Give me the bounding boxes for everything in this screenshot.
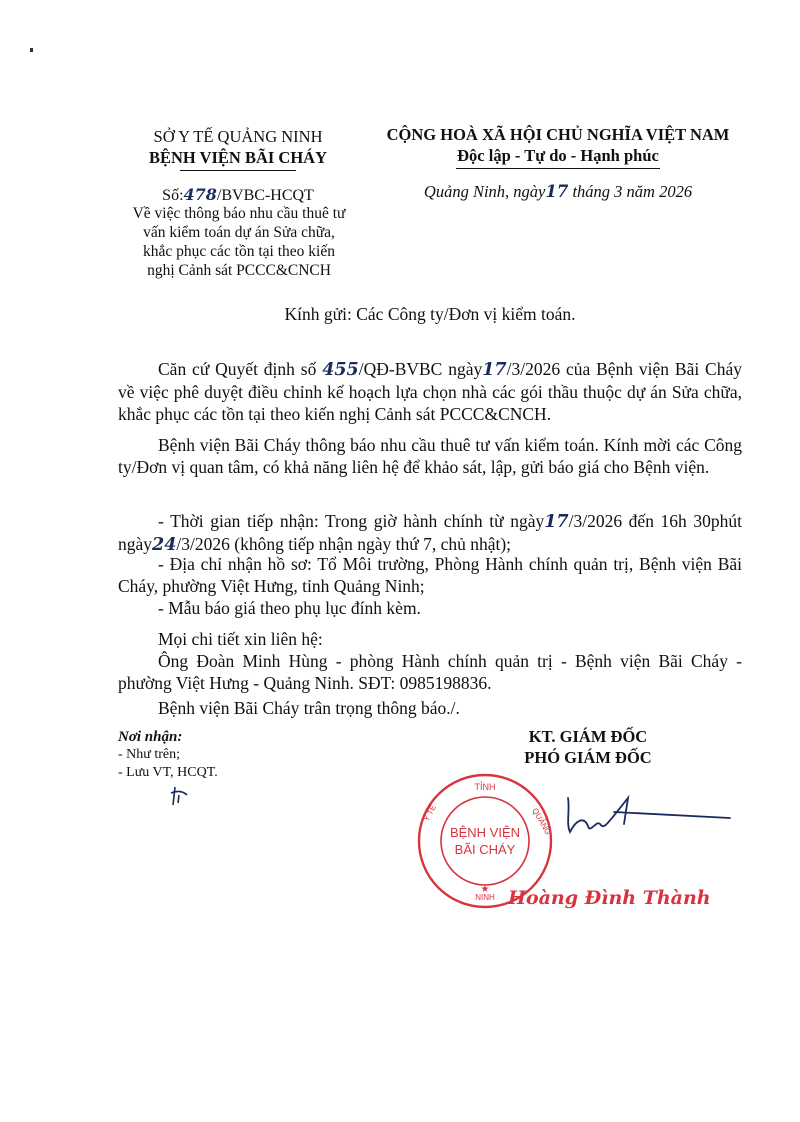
ref-number: 478 [183, 185, 217, 204]
paragraph-basis [118, 358, 742, 425]
p3-text-b: /3/2026 đến 16h 30phút ngày [118, 511, 743, 554]
agency-name: SỞ Y TẾ QUẢNG NINH [153, 127, 323, 146]
stamp-ring-left: Y TẾ [421, 803, 438, 823]
recipient-item: - Lưu VT, HCQT. [118, 765, 218, 780]
motto-underline [456, 168, 660, 169]
stamp-star-icon: ★ [480, 884, 490, 895]
p3-text-c: /3/2026 (không tiếp nhận ngày thứ 7, chủ nhật); [176, 534, 512, 554]
ref-suffix: /BVBC-HCQT [216, 187, 314, 204]
signature-line1: KT. GIÁM ĐỐC [528, 727, 648, 746]
signer-name: Hoàng Đình Thành [508, 887, 711, 909]
p1-handwritten-day: 17 [482, 360, 507, 380]
p1-handwritten-number: 455 [322, 360, 359, 380]
date-day: 17 [545, 182, 569, 201]
p1-text-c: /3/2026 của Bệnh viện Bãi Cháy về việc phê duyệt điều chỉnh kế hoạch lựa chọn nhà các gói thầu thuộc dự án Sửa chữa, khắc phục các tồn tại theo kiến nghị Cảnh sát PCCC&CNCH. [118, 359, 742, 424]
stamp-inner-line2: BÃI CHÁY [454, 842, 516, 857]
date-prefix: Quảng Ninh, ngày [423, 182, 546, 201]
nation-title: CỘNG HOÀ XÃ HỘI CHỦ NGHĨA VIỆT NAM [386, 125, 730, 144]
paragraph-template: - Mẫu báo giá theo phụ lục đính kèm. [158, 598, 421, 618]
header-right [378, 124, 738, 169]
scan-mark [30, 48, 33, 52]
reference-number [118, 185, 358, 206]
p1-text-a: Căn cứ Quyết định số [158, 359, 323, 379]
p3-handwritten-day1: 17 [544, 512, 569, 532]
nation-motto: Độc lập - Tự do - Hạnh phúc [457, 146, 659, 165]
date-suffix: tháng 3 năm 2026 [572, 182, 693, 201]
signature-title [478, 726, 698, 768]
stamp-ring-right: QUẢNG [530, 806, 553, 837]
hospital-name: BỆNH VIỆN BÃI CHÁY [148, 148, 328, 167]
paragraph-notice: Bệnh viện Bãi Cháy thông báo nhu cầu thuê tư vấn kiểm toán. Kính mời các Công ty/Đơn vị quan tâm, có khả năng liên hệ để khảo sát, lập, gửi báo giá cho Bệnh viện. [118, 435, 742, 477]
paragraph-contact: Ông Đoàn Minh Hùng - phòng Hành chính quản trị - Bệnh viện Bãi Cháy - phường Việt Hưng - Quảng Ninh. SĐT: 0985198836. [118, 651, 742, 693]
stamp-ring-bottom: NINH [475, 893, 495, 902]
issue-date [378, 182, 738, 202]
paragraph-contact-intro: Mọi chi tiết xin liên hệ: [158, 629, 323, 649]
recipient-line: Kính gửi: Các Công ty/Đơn vị kiểm toán. [284, 304, 576, 324]
paragraph-timeframe [118, 510, 742, 556]
header-left [118, 126, 358, 171]
hospital-name-underline [180, 170, 296, 171]
initials-mark [165, 783, 205, 809]
handwritten-signature [540, 790, 740, 850]
signature-line2: PHÓ GIÁM ĐỐC [524, 748, 652, 767]
recipient-item: - Như trên; [118, 747, 181, 762]
p1-text-b: /QĐ-BVBC ngày [358, 359, 483, 379]
p3-handwritten-day2: 24 [152, 535, 177, 555]
stamp-inner-line1: BỆNH VIỆN [449, 825, 521, 840]
paragraph-address: - Địa chỉ nhận hồ sơ: Tổ Môi trường, Phòng Hành chính quản trị, Bệnh viện Bãi Cháy, phường Việt Hưng, tỉnh Quảng Ninh; [118, 554, 742, 596]
stamp-ring-top: TỈNH [474, 782, 496, 792]
paragraph-closing: Bệnh viện Bãi Cháy trân trọng thông báo./. [158, 698, 460, 718]
p3-text-a: - Thời gian tiếp nhận: Trong giờ hành chính từ ngày [158, 511, 545, 531]
document-subject: Về việc thông báo nhu cầu thuê tư vấn kiểm toán dự án Sửa chữa, khắc phục các tồn tại theo kiến nghị Cảnh sát PCCC&CNCH [132, 205, 346, 279]
recipients-title: Nơi nhận: [118, 729, 183, 745]
ref-prefix: Số: [162, 187, 184, 204]
recipients-block [118, 728, 358, 782]
